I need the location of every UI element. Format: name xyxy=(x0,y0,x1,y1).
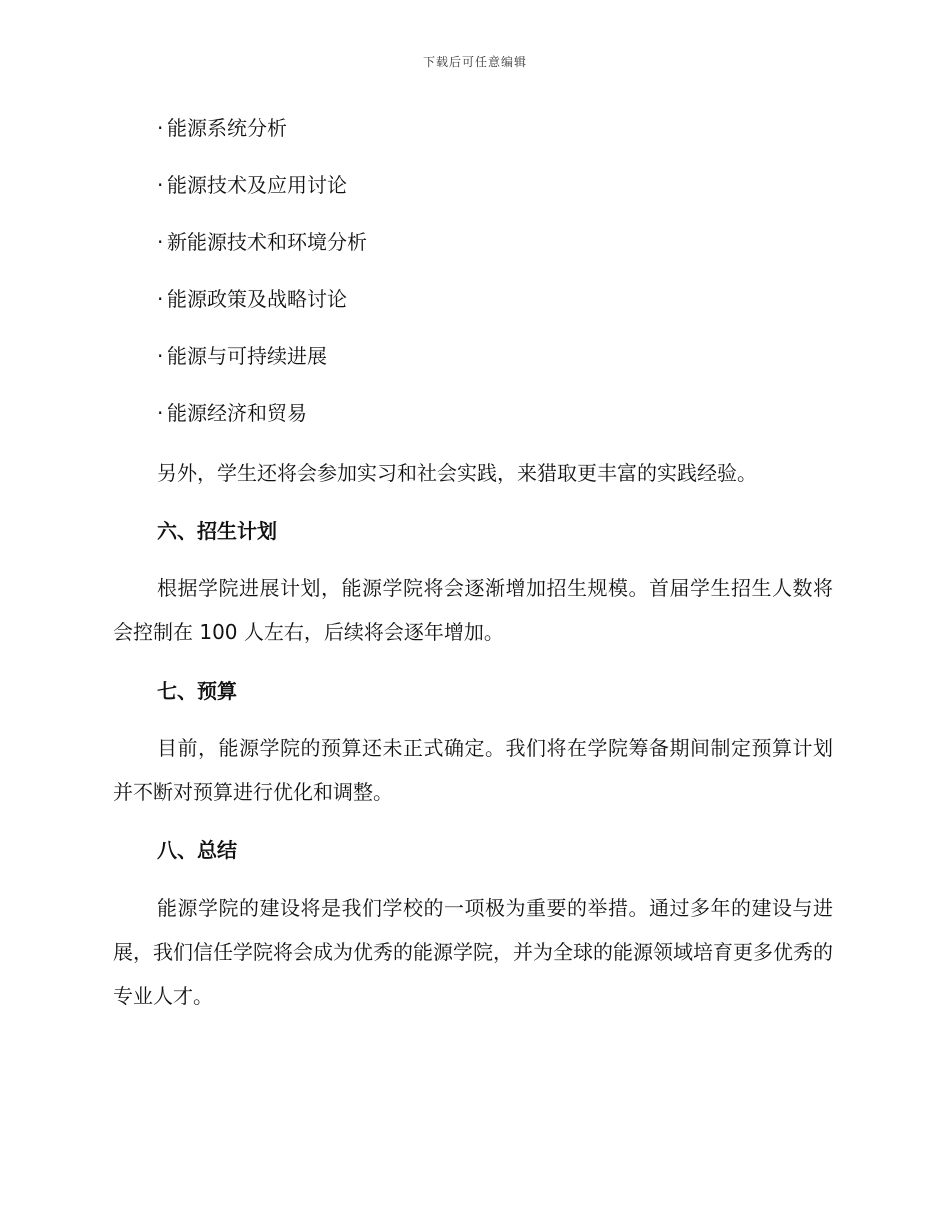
list-item-text: 能源系统分析 xyxy=(167,116,287,140)
list-item xyxy=(157,341,367,398)
bullet-marker: · xyxy=(157,287,164,311)
bullet-marker: · xyxy=(157,230,164,254)
heading-enrollment-plan: 六、招生计划 xyxy=(157,519,277,543)
paragraph-extra: 另外，学生还将会参加实习和社会实践，来猎取更丰富的实践经验。 xyxy=(157,461,757,485)
list-item-text: 能源与可持续进展 xyxy=(167,344,327,368)
list-item-text: 能源技术及应用讨论 xyxy=(167,173,347,197)
list-item xyxy=(157,170,367,227)
bullet-marker: · xyxy=(157,173,164,197)
paragraph-budget: 目前，能源学院的预算还未正式确定。我们将在学院筹备期间制定预算计划并不断对预算进行优化和调整。 xyxy=(113,736,833,804)
paragraph-summary: 能源学院的建设将是我们学校的一项极为重要的举措。通过多年的建设与进展，我们信任学院将会成为优秀的能源学院，并为全球的能源领域培育更多优秀的专业人才。 xyxy=(113,896,833,1008)
bullet-marker: · xyxy=(157,344,164,368)
heading-budget: 七、预算 xyxy=(157,679,237,703)
list-item xyxy=(157,284,367,341)
bullet-list xyxy=(157,113,367,455)
list-item xyxy=(157,398,367,455)
list-item-text: 新能源技术和环境分析 xyxy=(167,230,367,254)
list-item xyxy=(157,227,367,284)
list-item-text: 能源政策及战略讨论 xyxy=(167,287,347,311)
bullet-marker: · xyxy=(157,116,164,140)
paragraph-enrollment: 根据学院进展计划，能源学院将会逐渐增加招生规模。首届学生招生人数将会控制在 100 人左右，后续将会逐年增加。 xyxy=(113,576,833,644)
list-item-text: 能源经济和贸易 xyxy=(167,401,307,425)
page-header: 下载后可任意编辑 xyxy=(422,55,527,69)
list-item xyxy=(157,113,367,170)
bullet-marker: · xyxy=(157,401,164,425)
heading-summary: 八、总结 xyxy=(157,838,237,862)
